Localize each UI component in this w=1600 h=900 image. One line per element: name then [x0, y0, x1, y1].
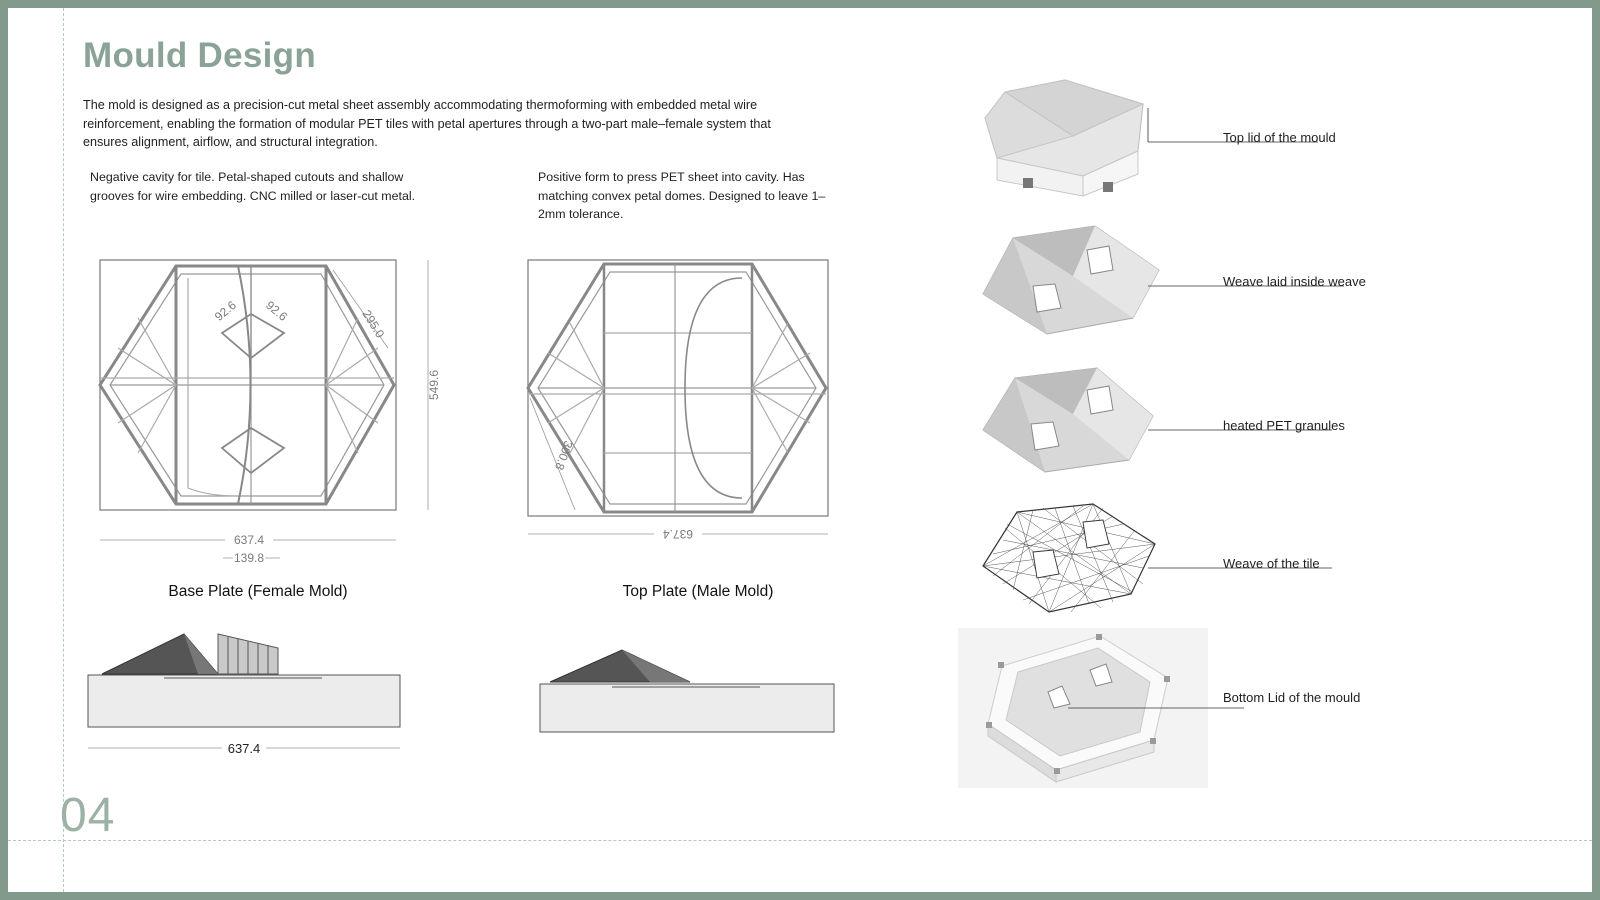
top-plate-drawing: [520, 248, 850, 558]
base-plate-caption: Base Plate (Female Mold): [168, 583, 348, 600]
dim-base-width: 637.4: [233, 533, 265, 547]
page-number: 04: [60, 789, 116, 842]
dim-top-edge: 300.8: [552, 438, 576, 472]
exploded-weave-inside: [983, 226, 1163, 346]
dim-section-width: 637.4: [227, 741, 261, 756]
page-title: Mould Design: [83, 36, 317, 75]
dim-base-inner: 139.8: [233, 551, 265, 565]
base-plate-section: [88, 630, 418, 760]
top-plate-section: [540, 644, 840, 744]
dim-petal-b: 92.6: [263, 298, 291, 324]
guide-line-horizontal: [8, 840, 1592, 841]
guide-line-vertical: [63, 8, 64, 892]
label-bottom-lid: Bottom Lid of the mould: [1223, 690, 1361, 705]
label-top-lid: Top lid of the mould: [1223, 130, 1336, 145]
top-plate-caption: Top Plate (Male Mold): [622, 583, 774, 600]
base-plate-description: Negative cavity for tile. Petal-shaped cutouts and shallow grooves for wire embedding. CNC milled or laser-cut metal.: [90, 170, 416, 203]
dim-base-edge: 295.0: [359, 307, 388, 341]
intro-paragraph: The mold is designed as a precision-cut metal sheet assembly accommodating thermoforming with embedded metal wire reinforcement, enabling the formation of modular PET tiles with petal apertures through a two-part male–female system that ensures alignment, airflow, and structural integration.: [83, 98, 771, 149]
exploded-pet-granules: [983, 368, 1163, 478]
exploded-top-lid: [983, 76, 1163, 206]
label-tile-weave: Weave of the tile: [1223, 556, 1320, 571]
top-plate-description: Positive form to press PET sheet into cavity. Has matching convex petal domes. Designed to leave 1–2mm tolerance.: [538, 170, 826, 221]
exploded-tile-weave: [983, 504, 1163, 619]
dim-top-width: 637.4: [662, 527, 694, 541]
slide-page: [8, 8, 1592, 892]
label-weave-inside: Weave laid inside weave: [1223, 274, 1366, 289]
dim-base-height: 549.6: [427, 369, 441, 401]
dim-petal-a: 92.6: [211, 298, 239, 324]
base-plate-drawing: [88, 248, 448, 578]
label-pet-granules: heated PET granules: [1223, 418, 1345, 433]
